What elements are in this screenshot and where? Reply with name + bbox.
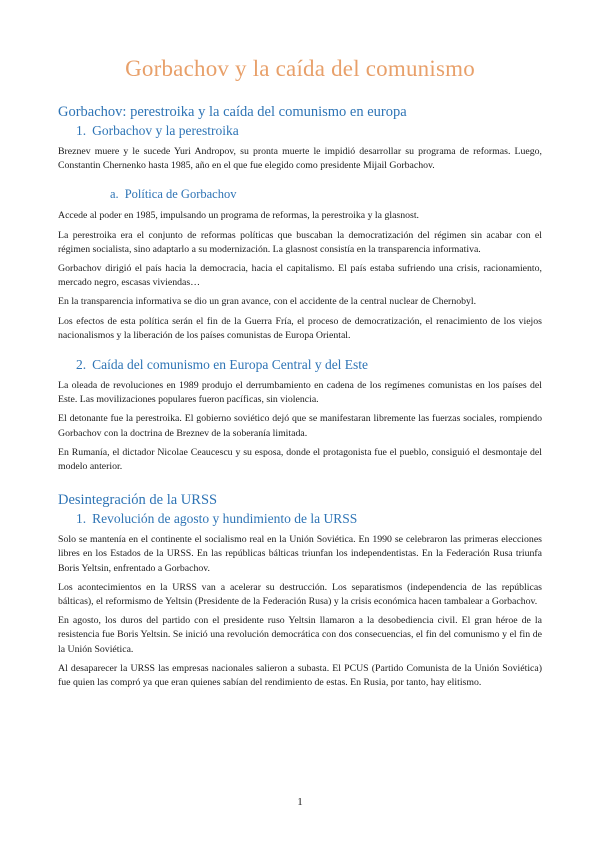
subsection-heading-gorbachov (76, 123, 542, 139)
page-number: 1 (297, 796, 303, 808)
subsubsection-title: Política de Gorbachov (124, 187, 237, 202)
section-heading-perestroika: Gorbachov: perestroika y la caída del comunismo en europa (58, 104, 407, 120)
paragraph: Accede al poder en 1985, impulsando un programa de reformas, la perestroika y la glasnost. (58, 210, 420, 222)
paragraph: Gorbachov dirigió el país hacia la democracia, hacia el capitalismo. El país estaba sufriendo una crisis, racionamiento, mercado negro, escasas viviendas… (58, 263, 542, 289)
paragraph: La oleada de revoluciones en 1989 produjo el derrumbamiento en cadena de los regímenes comunistas en los países del Este. Las movilizaciones populares fueron pacíficas, sin violencia. (58, 380, 542, 406)
subsubsection-heading-politica (110, 187, 542, 202)
subsection-heading-revolucion (76, 511, 542, 527)
subsection-title: Revolución de agosto y hundimiento de la URSS (92, 511, 358, 527)
paragraph: Solo se mantenía en el continente el socialismo real en la Unión Soviética. En 1990 se celebraron las primeras elecciones libres en los Estados de la URSS. En las repúblicas bálticas triunfan los independentistas. En la Federación Rusa triunfa Boris Yeltsin, enfrentado a Gorbachov. (58, 534, 542, 574)
document-page (58, 56, 542, 695)
paragraph: En agosto, los duros del partido con el presidente ruso Yeltsin llamaron a la desobediencia civil. El gran héroe de la resistencia fue Boris Yeltsin. Se inició una revolución democrática con dos consecuencias, el fin del comunismo y el fin de la Unión Soviética. (58, 615, 542, 655)
subsection-number: 1. (76, 511, 87, 527)
paragraph: El detonante fue la perestroika. El gobierno soviético dejó que se manifestaran libremente las fuerzas sociales, rompiendo Gorbachov con la doctrina de Breznev de la soberanía limitada. (58, 413, 542, 439)
subsection-number: 1. (76, 123, 87, 138)
paragraph: En la transparencia informativa se dio un gran avance, con el accidente de la central nuclear de Chernobyl. (58, 296, 477, 308)
paragraph: Breznev muere y le sucede Yuri Andropov, su pronta muerte le impidió desarrollar su programa de reformas. Luego, Constantin Chernenko hasta 1985, año en el que fue elegido como presidente Mijail Gorbachov. (58, 146, 542, 172)
subsection-title: Gorbachov y la perestroika (92, 123, 239, 138)
subsection-number: 2. (76, 357, 87, 373)
paragraph: La perestroika era el conjunto de reformas políticas que buscaban la democratización del régimen sin acabar con el régimen socialista, sino adaptarlo a su modernización. La glasnost consistía en la transparencia informativa. (58, 229, 542, 255)
subsubsection-number: a. (110, 187, 119, 202)
document-title: Gorbachov y la caída del comunismo (125, 56, 475, 81)
subsection-heading-caida (76, 357, 542, 373)
paragraph: Los efectos de esta política serán el fin de la Guerra Fría, el proceso de democratización, el renacimiento de los viejos nacionalismos y la liberación de los países comunistas de Europa Oriental. (58, 315, 542, 341)
subsection-title: Caída del comunismo en Europa Central y del Este (92, 357, 369, 373)
paragraph: Al desaparecer la URSS las empresas nacionales salieron a subasta. El PCUS (Partido Comunista de la Unión Soviética) fue quien las compró ya que eran quienes sabían del rendimiento de estas. En Rusia, por tanto, hay elitismo. (58, 662, 542, 689)
paragraph: En Rumanía, el dictador Nicolae Ceaucescu y su esposa, donde el protagonista fue el pueblo, consiguió el desmontaje del modelo anterior. (58, 446, 542, 473)
section-heading-urss: Desintegración de la URSS (58, 492, 218, 509)
paragraph: Los acontecimientos en la URSS van a acelerar su destrucción. Los separatismos (independencia de las repúblicas bálticas), el reformismo de Yeltsin (Presidente de la Federación Rusa) y la crisis económica hacen tambalear a Gorbachov. (58, 581, 542, 608)
